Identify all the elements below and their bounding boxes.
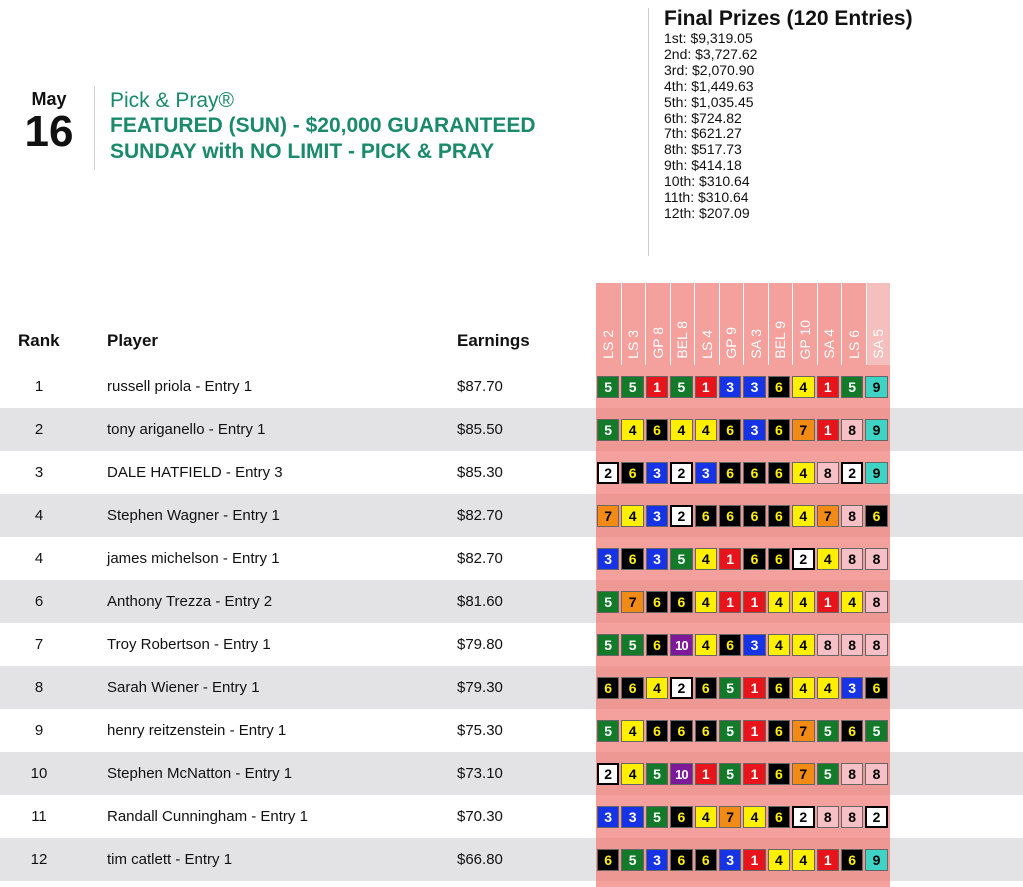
pick-badge: 4 xyxy=(792,591,814,613)
picks-row xyxy=(597,806,888,828)
pick-badge: 5 xyxy=(865,720,887,742)
pick-badge: 4 xyxy=(792,505,814,527)
player-cell: Stephen McNatton - Entry 1 xyxy=(107,765,293,782)
earnings-cell: $85.30 xyxy=(457,464,503,481)
rank-cell: 7 xyxy=(34,636,44,653)
picks-row xyxy=(597,677,888,699)
pick-badge: 1 xyxy=(743,677,765,699)
pick-badge: 4 xyxy=(792,634,814,656)
pick-badge: 4 xyxy=(695,634,717,656)
player-cell: tim catlett - Entry 1 xyxy=(107,851,233,868)
table-row[interactable] xyxy=(0,666,1023,709)
pick-badge: 6 xyxy=(768,505,790,527)
pick-badge: 1 xyxy=(743,849,765,871)
pick-badge: 3 xyxy=(621,806,643,828)
pick-badge: 1 xyxy=(743,720,765,742)
leg-label: SA 4 xyxy=(821,329,838,359)
pick-badge: 7 xyxy=(621,591,643,613)
header-divider xyxy=(94,86,95,170)
pick-badge: 6 xyxy=(695,720,717,742)
pick-badge: 3 xyxy=(597,806,619,828)
pick-badge: 2 xyxy=(865,806,887,828)
leg-header xyxy=(817,283,842,365)
table-row[interactable] xyxy=(0,451,1023,494)
pick-badge: 8 xyxy=(841,548,863,570)
pick-badge: 8 xyxy=(817,462,839,484)
rank-cell: 1 xyxy=(34,378,44,395)
pick-badge: 6 xyxy=(841,720,863,742)
pick-badge: 4 xyxy=(621,419,643,441)
pick-badge: 4 xyxy=(768,591,790,613)
pick-badge: 3 xyxy=(646,548,668,570)
leg-header xyxy=(694,283,719,365)
pick-badge: 4 xyxy=(621,505,643,527)
pick-badge: 6 xyxy=(670,849,692,871)
contest-name-line-2: SUNDAY with NO LIMIT - PICK & PRAY xyxy=(110,140,495,163)
earnings-cell: $87.70 xyxy=(457,378,503,395)
pick-badge: 3 xyxy=(646,505,668,527)
leg-label: LS 2 xyxy=(600,330,617,359)
pick-badge: 8 xyxy=(865,548,887,570)
pick-badge: 2 xyxy=(792,548,814,570)
pick-badge: 6 xyxy=(646,720,668,742)
pick-badge: 6 xyxy=(768,419,790,441)
pick-badge: 6 xyxy=(670,806,692,828)
date-month: May xyxy=(31,89,67,109)
leg-header xyxy=(596,283,621,365)
pick-badge: 7 xyxy=(719,806,741,828)
pick-badge: 6 xyxy=(768,548,790,570)
prizes-divider xyxy=(648,8,649,256)
leg-label: LS 3 xyxy=(625,330,642,359)
pick-badge: 5 xyxy=(621,849,643,871)
pick-badge: 8 xyxy=(841,634,863,656)
rank-cell: 2 xyxy=(34,421,44,438)
leg-label: BEL 9 xyxy=(772,321,789,359)
rank-cell: 9 xyxy=(34,722,44,739)
prize-item: 9th: $414.18 xyxy=(664,157,742,174)
player-cell: james michelson - Entry 1 xyxy=(107,550,280,567)
earnings-cell: $79.30 xyxy=(457,679,503,696)
pick-badge: 6 xyxy=(719,505,741,527)
pick-badge: 3 xyxy=(719,849,741,871)
player-cell: henry reitzenstein - Entry 1 xyxy=(107,722,287,739)
date-day: 16 xyxy=(24,107,74,156)
earnings-cell: $70.30 xyxy=(457,808,503,825)
rank-cell: 12 xyxy=(30,851,48,868)
pick-badge: 5 xyxy=(670,548,692,570)
table-row[interactable] xyxy=(0,709,1023,752)
pick-badge: 6 xyxy=(621,677,643,699)
leg-header xyxy=(645,283,670,365)
contest-brand: Pick & Pray® xyxy=(110,89,235,112)
pick-badge: 6 xyxy=(743,548,765,570)
pick-badge: 6 xyxy=(865,677,887,699)
pick-badge: 6 xyxy=(768,720,790,742)
table-row[interactable] xyxy=(0,365,1023,408)
contest-name-line-1: FEATURED (SUN) - $20,000 GUARANTEED xyxy=(110,114,536,137)
pick-badge: 4 xyxy=(817,677,839,699)
pick-badge: 7 xyxy=(597,505,619,527)
player-cell: Sarah Wiener - Entry 1 xyxy=(107,679,260,696)
pick-badge: 6 xyxy=(719,419,741,441)
picks-row xyxy=(597,419,888,441)
pick-badge: 4 xyxy=(768,849,790,871)
pick-badge: 1 xyxy=(743,763,765,785)
pick-badge: 3 xyxy=(743,419,765,441)
player-cell: Anthony Trezza - Entry 2 xyxy=(107,593,273,610)
pick-badge: 8 xyxy=(841,419,863,441)
table-row[interactable] xyxy=(0,408,1023,451)
pick-badge: 4 xyxy=(743,806,765,828)
pick-badge: 6 xyxy=(646,634,668,656)
earnings-cell: $85.50 xyxy=(457,421,503,438)
leg-header xyxy=(743,283,768,365)
leg-label: GP 10 xyxy=(796,319,813,359)
prize-item: 7th: $621.27 xyxy=(664,125,742,142)
pick-badge: 2 xyxy=(792,806,814,828)
pick-badge: 3 xyxy=(841,677,863,699)
rank-cell: 10 xyxy=(30,765,48,782)
pick-badge: 1 xyxy=(817,591,839,613)
rank-cell: 6 xyxy=(34,593,44,610)
pick-badge: 6 xyxy=(719,634,741,656)
earnings-cell: $79.80 xyxy=(457,636,503,653)
pick-badge: 3 xyxy=(646,849,668,871)
pick-badge: 7 xyxy=(792,419,814,441)
leg-label: LS 6 xyxy=(845,330,862,359)
leg-header xyxy=(670,283,695,365)
picks-row xyxy=(597,720,888,742)
pick-badge: 6 xyxy=(743,505,765,527)
player-cell: tony ariganello - Entry 1 xyxy=(107,421,266,438)
earnings-cell: $82.70 xyxy=(457,507,503,524)
pick-badge: 5 xyxy=(719,720,741,742)
earnings-cell: $81.60 xyxy=(457,593,503,610)
pick-badge: 6 xyxy=(670,720,692,742)
pick-badge: 9 xyxy=(865,462,887,484)
rank-cell: 11 xyxy=(31,808,47,825)
pick-badge: 6 xyxy=(646,591,668,613)
prize-item: 3rd: $2,070.90 xyxy=(664,61,755,78)
pick-badge: 5 xyxy=(719,677,741,699)
pick-badge: 3 xyxy=(743,376,765,398)
pick-badge: 4 xyxy=(695,591,717,613)
pick-badge: 4 xyxy=(695,419,717,441)
pick-badge: 5 xyxy=(597,634,619,656)
pick-badge: 4 xyxy=(792,677,814,699)
pick-badge: 5 xyxy=(597,720,619,742)
pick-badge: 6 xyxy=(768,462,790,484)
pick-badge: 3 xyxy=(695,462,717,484)
pick-badge: 8 xyxy=(817,634,839,656)
pick-badge: 6 xyxy=(670,591,692,613)
pick-badge: 6 xyxy=(621,462,643,484)
pick-badge: 1 xyxy=(695,763,717,785)
picks-row xyxy=(597,634,888,656)
pick-badge: 3 xyxy=(597,548,619,570)
pick-badge: 8 xyxy=(841,806,863,828)
earnings-cell: $73.10 xyxy=(457,765,503,782)
pick-badge: 5 xyxy=(817,720,839,742)
rank-cell: 4 xyxy=(34,550,44,567)
earnings-cell: $75.30 xyxy=(457,722,503,739)
prize-item: 5th: $1,035.45 xyxy=(664,93,754,110)
table-row[interactable] xyxy=(0,795,1023,838)
final-prizes xyxy=(664,6,913,222)
player-cell: Randall Cunningham - Entry 1 xyxy=(107,808,308,825)
prize-item: 8th: $517.73 xyxy=(664,141,742,158)
leg-label: SA 3 xyxy=(747,329,764,359)
leg-label: LS 4 xyxy=(698,330,715,359)
table-row[interactable] xyxy=(0,494,1023,537)
table-row[interactable] xyxy=(0,537,1023,580)
pick-badge: 1 xyxy=(817,376,839,398)
prize-item: 2nd: $3,727.62 xyxy=(664,45,758,62)
pick-badge: 4 xyxy=(695,548,717,570)
table-row[interactable] xyxy=(0,580,1023,623)
pick-badge: 4 xyxy=(768,634,790,656)
pick-badge: 5 xyxy=(621,376,643,398)
pick-badge: 7 xyxy=(792,720,814,742)
pick-badge: 4 xyxy=(792,376,814,398)
pick-badge: 5 xyxy=(670,376,692,398)
pick-badge: 2 xyxy=(841,462,863,484)
prize-item: 4th: $1,449.63 xyxy=(664,77,754,94)
pick-badge: 6 xyxy=(695,505,717,527)
pick-badge: 4 xyxy=(695,806,717,828)
pick-badge: 2 xyxy=(597,462,619,484)
pick-badge: 10 xyxy=(670,634,692,656)
earnings-cell: $66.80 xyxy=(457,851,503,868)
pick-badge: 5 xyxy=(817,763,839,785)
pick-badge: 5 xyxy=(646,763,668,785)
leg-label: SA 5 xyxy=(870,329,887,359)
leg-header xyxy=(841,283,866,365)
picks-row xyxy=(597,505,888,527)
contest-title xyxy=(110,88,536,165)
rank-cell: 3 xyxy=(34,464,44,481)
pick-badge: 6 xyxy=(841,849,863,871)
pick-badge: 4 xyxy=(621,763,643,785)
pick-badge: 6 xyxy=(768,677,790,699)
pick-badge: 7 xyxy=(792,763,814,785)
player-cell: Stephen Wagner - Entry 1 xyxy=(107,507,280,524)
picks-row xyxy=(597,591,888,613)
leg-label: GP 8 xyxy=(649,327,666,359)
pick-badge: 6 xyxy=(695,849,717,871)
pick-badge: 6 xyxy=(768,806,790,828)
prizes-title: Final Prizes (120 Entries) xyxy=(664,7,913,30)
pick-badge: 2 xyxy=(597,763,619,785)
pick-badge: 1 xyxy=(695,376,717,398)
pick-badge: 5 xyxy=(597,591,619,613)
pick-badge: 6 xyxy=(597,677,619,699)
pick-badge: 8 xyxy=(865,591,887,613)
pick-badge: 1 xyxy=(743,591,765,613)
leg-header xyxy=(792,283,817,365)
pick-badge: 8 xyxy=(841,763,863,785)
pick-badge: 9 xyxy=(865,376,887,398)
table-row[interactable] xyxy=(0,752,1023,795)
rank-cell: 8 xyxy=(34,679,44,696)
pick-badge: 3 xyxy=(743,634,765,656)
picks-row xyxy=(597,763,888,785)
event-date xyxy=(24,89,74,155)
prize-item: 10th: $310.64 xyxy=(664,173,750,190)
pick-badge: 10 xyxy=(670,763,692,785)
player-header[interactable]: Player xyxy=(107,331,159,350)
table-row[interactable] xyxy=(0,623,1023,666)
pick-badge: 5 xyxy=(719,763,741,785)
player-cell: russell priola - Entry 1 xyxy=(107,378,253,395)
pick-badge: 6 xyxy=(743,462,765,484)
prize-item: 1st: $9,319.05 xyxy=(664,30,753,46)
prize-item: 12th: $207.09 xyxy=(664,204,750,221)
pick-badge: 4 xyxy=(792,849,814,871)
pick-badge: 9 xyxy=(865,419,887,441)
pick-badge: 2 xyxy=(670,677,692,699)
leg-label: GP 9 xyxy=(723,327,740,359)
pick-badge: 2 xyxy=(670,505,692,527)
pick-badge: 4 xyxy=(817,548,839,570)
pick-badge: 6 xyxy=(646,419,668,441)
pick-badge: 8 xyxy=(841,505,863,527)
pick-badge: 5 xyxy=(597,376,619,398)
rank-cell: 4 xyxy=(34,507,44,524)
leg-label: BEL 8 xyxy=(674,321,691,359)
leg-header xyxy=(621,283,646,365)
pick-badge: 1 xyxy=(719,548,741,570)
earnings-header[interactable]: Earnings xyxy=(457,331,530,350)
pick-badge: 4 xyxy=(841,591,863,613)
player-cell: DALE HATFIELD - Entry 3 xyxy=(107,464,283,481)
pick-badge: 1 xyxy=(817,419,839,441)
pick-badge: 7 xyxy=(817,505,839,527)
pick-badge: 1 xyxy=(719,591,741,613)
pick-badge: 5 xyxy=(646,806,668,828)
pick-badge: 8 xyxy=(817,806,839,828)
table-row[interactable] xyxy=(0,838,1023,881)
pick-badge: 4 xyxy=(670,419,692,441)
rank-header[interactable]: Rank xyxy=(18,331,60,350)
pick-badge: 5 xyxy=(621,634,643,656)
pick-badge: 8 xyxy=(865,634,887,656)
pick-badge: 4 xyxy=(621,720,643,742)
picks-row xyxy=(597,462,888,484)
prizes-list xyxy=(664,31,913,222)
picks-row xyxy=(597,548,888,570)
pick-badge: 1 xyxy=(817,849,839,871)
pick-badge: 6 xyxy=(597,849,619,871)
pick-badge: 8 xyxy=(865,763,887,785)
pick-badge: 6 xyxy=(768,763,790,785)
pick-badge: 5 xyxy=(841,376,863,398)
pick-badge: 3 xyxy=(646,462,668,484)
leg-header xyxy=(768,283,793,365)
pick-badge: 4 xyxy=(792,462,814,484)
picks-row xyxy=(597,849,888,871)
pick-badge: 6 xyxy=(695,677,717,699)
prize-item: 6th: $724.82 xyxy=(664,109,742,126)
prize-item: 11th: $310.64 xyxy=(664,189,749,206)
pick-badge: 4 xyxy=(646,677,668,699)
player-cell: Troy Robertson - Entry 1 xyxy=(107,636,271,653)
picks-row xyxy=(597,376,888,398)
pick-badge: 6 xyxy=(621,548,643,570)
pick-badge: 1 xyxy=(646,376,668,398)
leg-header xyxy=(719,283,744,365)
pick-badge: 5 xyxy=(597,419,619,441)
pick-badge: 2 xyxy=(670,462,692,484)
pick-badge: 6 xyxy=(865,505,887,527)
earnings-cell: $82.70 xyxy=(457,550,503,567)
pick-badge: 9 xyxy=(865,849,887,871)
pick-badge: 6 xyxy=(768,376,790,398)
leg-header xyxy=(866,283,891,365)
pick-badge: 3 xyxy=(719,376,741,398)
pick-badge: 6 xyxy=(719,462,741,484)
